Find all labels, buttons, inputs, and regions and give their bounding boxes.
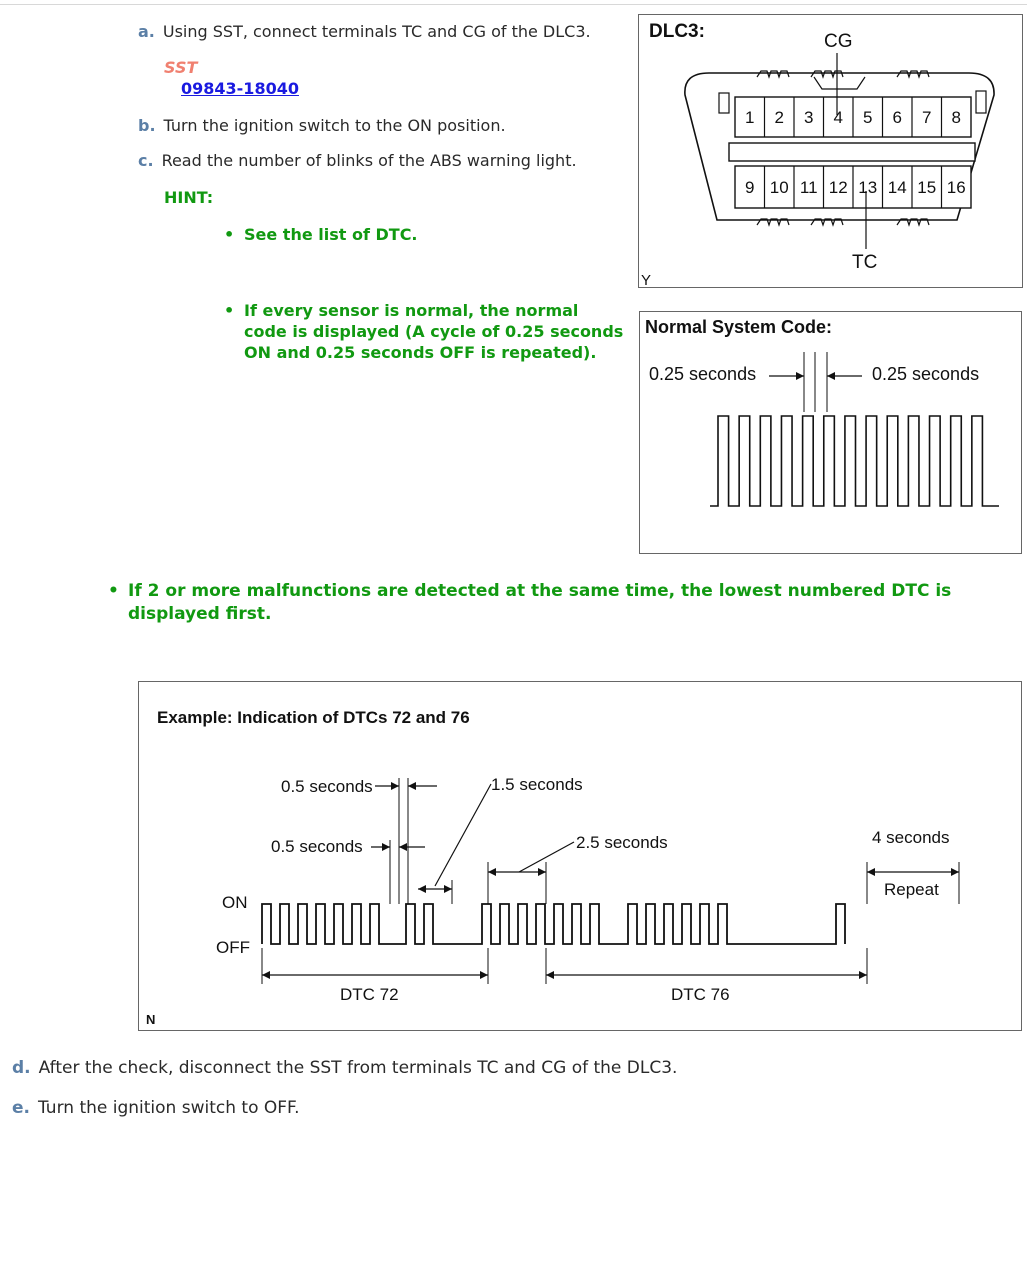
arrowhead: [538, 868, 546, 876]
normal-code-waveform: [710, 416, 999, 506]
dtc-example-waveform: [262, 904, 845, 944]
pin-14: 14: [887, 178, 907, 197]
pin-16: 16: [946, 178, 966, 197]
pin-13: 13: [858, 178, 878, 197]
label-05-top: 0.5 seconds: [281, 777, 373, 796]
sst-number-link[interactable]: 09843-18040: [181, 79, 299, 98]
arrowhead: [859, 971, 867, 979]
example-figure: [138, 681, 1022, 1031]
step-c-text: Read the number of blinks of the ABS warning light.: [161, 151, 577, 170]
arrowhead: [951, 868, 959, 876]
step-a: [138, 22, 591, 41]
dtc-76-label: DTC 76: [671, 985, 730, 1004]
step-a-marker: a.: [138, 22, 155, 41]
hint-item-normal-code: [224, 300, 624, 363]
top-divider: [0, 4, 1027, 5]
pin-6: 6: [892, 108, 902, 127]
hint-text: See the list of DTC.: [244, 225, 418, 244]
arrowhead: [418, 885, 426, 893]
normal-code-title: Normal System Code:: [645, 317, 833, 337]
normal-left-arrowhead: [796, 372, 804, 380]
normal-right-arrowhead: [827, 372, 835, 380]
step-c: [138, 151, 577, 170]
arrowhead: [391, 782, 399, 790]
tc-label: TC: [852, 252, 878, 273]
arrowhead: [480, 971, 488, 979]
hint-label: HINT:: [164, 188, 214, 207]
arrowhead: [399, 843, 407, 851]
bullet-icon: •: [224, 301, 235, 320]
arrowhead: [488, 868, 496, 876]
pin-4: 4: [833, 108, 843, 127]
pin-9: 9: [745, 178, 755, 197]
example-diagram: [139, 682, 1021, 1030]
pin-3: 3: [804, 108, 814, 127]
pin-15: 15: [917, 178, 937, 197]
hint-text-line: displayed first.: [128, 604, 272, 624]
label-4: 4 seconds: [872, 828, 950, 847]
bullet-icon: •: [108, 581, 119, 601]
hint-text-line: ON and 0.25 seconds OFF is repeated).: [244, 343, 597, 362]
leader-15: [435, 784, 491, 886]
step-b-text: Turn the ignition switch to the ON position.: [163, 116, 506, 135]
normal-left-label: 0.25 seconds: [649, 364, 757, 384]
arrowhead: [382, 843, 390, 851]
step-a-text: Using SST, connect terminals TC and CG of the DLC3.: [162, 22, 591, 41]
connector-rib: [729, 143, 975, 161]
hint-item-multiple-dtc: [108, 580, 952, 626]
dlc3-title: DLC3:: [649, 21, 705, 42]
pin-5: 5: [863, 108, 873, 127]
on-label: ON: [222, 893, 248, 912]
connector-latch-left: [719, 93, 729, 113]
label-15: 1.5 seconds: [491, 775, 583, 794]
pin-12: 12: [828, 178, 848, 197]
hint-text-line: If 2 or more malfunctions are detected at the same time, the lowest numbered DTC is: [128, 581, 952, 601]
connector-key: [814, 77, 865, 89]
pin-8: 8: [951, 108, 961, 127]
step-d-marker: d.: [12, 1058, 31, 1078]
step-e-marker: e.: [12, 1098, 30, 1118]
step-b-marker: b.: [138, 116, 156, 135]
pin-1: 1: [745, 108, 755, 127]
cg-label: CG: [824, 31, 853, 52]
connector-latch-right: [976, 91, 986, 113]
arrowhead: [262, 971, 270, 979]
step-e-text: Turn the ignition switch to OFF.: [38, 1098, 300, 1118]
step-b: [138, 116, 506, 135]
arrowhead: [444, 885, 452, 893]
arrowhead: [867, 868, 875, 876]
example-corner-mark: N: [146, 1012, 156, 1027]
dlc3-corner-mark: Y: [641, 272, 652, 287]
step-e: [12, 1098, 299, 1118]
dlc3-diagram: [639, 15, 1022, 287]
label-05-bottom: 0.5 seconds: [271, 837, 363, 856]
example-title: Example: Indication of DTCs 72 and 76: [157, 708, 470, 727]
pin-10: 10: [769, 178, 789, 197]
arrowhead: [546, 971, 554, 979]
dtc-72-label: DTC 72: [340, 985, 399, 1004]
hint-text-line: If every sensor is normal, the normal: [244, 301, 579, 320]
hint-text-line: code is displayed (A cycle of 0.25 seconds: [244, 322, 624, 341]
connector-top-ridges: [757, 71, 929, 77]
step-d-text: After the check, disconnect the SST from terminals TC and CG of the DLC3.: [38, 1058, 678, 1078]
normal-code-diagram: [640, 312, 1021, 553]
hint-item-dtc-list: [224, 224, 418, 245]
step-d: [12, 1058, 677, 1078]
pin-7: 7: [922, 108, 932, 127]
normal-right-label: 0.25 seconds: [872, 364, 980, 384]
off-label: OFF: [216, 938, 250, 957]
sst-label: SST: [164, 58, 198, 77]
pin-2: 2: [774, 108, 784, 127]
pin-11: 11: [799, 178, 818, 197]
bullet-icon: •: [224, 225, 235, 244]
step-c-marker: c.: [138, 151, 154, 170]
dlc3-figure: [638, 14, 1023, 288]
arrowhead: [408, 782, 416, 790]
label-25: 2.5 seconds: [576, 833, 668, 852]
normal-code-figure: [639, 311, 1022, 554]
repeat-label: Repeat: [884, 880, 939, 899]
